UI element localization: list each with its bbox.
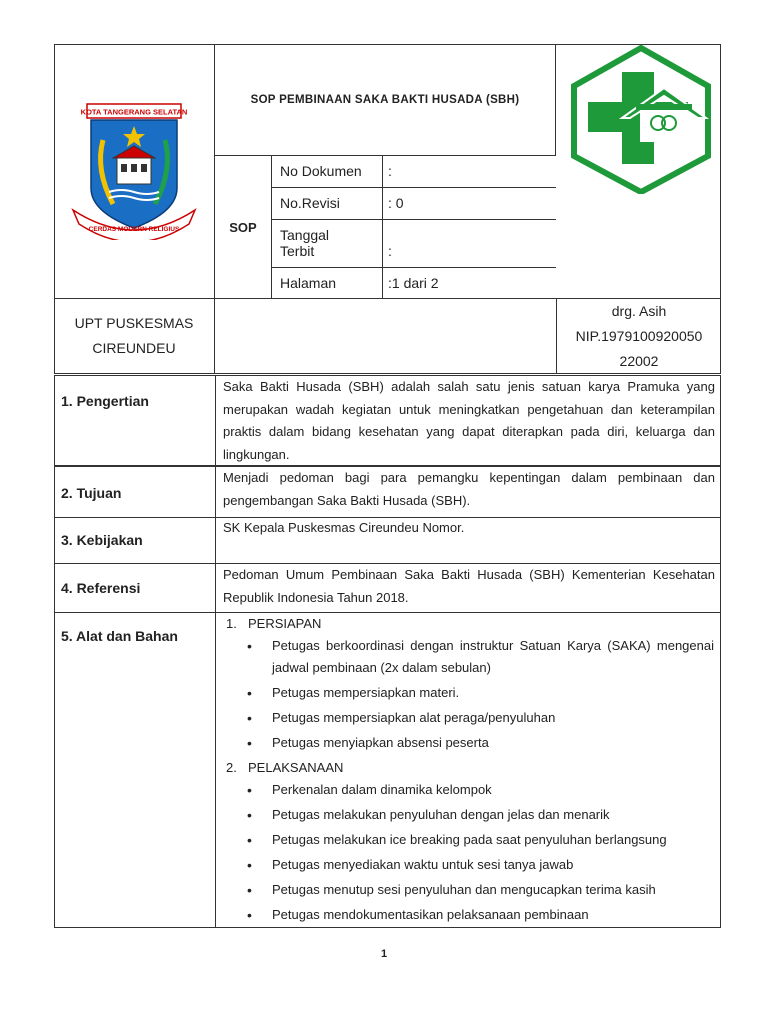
doc-row-halaman [272,268,556,298]
section-kebijakan [54,517,721,564]
list-item: • Petugas mempersiapkan materi. [216,682,720,704]
doc-info-table [272,156,556,298]
doc-row-value: : [388,243,392,259]
emblem-bottom-text: CERDAS MODERN RELIGIUS [88,226,180,233]
signer-block [557,299,721,374]
list-item: • Petugas mempersiapkan alat peraga/penyuluhan [216,707,720,729]
group-title: PERSIAPAN [248,616,322,631]
doc-row-label: No Dokumen [280,163,362,179]
unit-name [54,299,215,374]
section-text: SK Kepala Puskesmas Cireundeu Nomor. [223,520,465,535]
unit-name-line1: UPT PUSKESMAS [74,315,194,331]
document-title: SOP PEMBINAAN SAKA BAKTI HUSADA (SBH) [215,44,556,156]
logo-cell [54,44,215,298]
doc-row-value: : 0 [388,195,404,211]
section-label: 5. Alat dan Bahan [61,628,178,644]
doc-row-label: No.Revisi [280,195,340,211]
group-number: 2. [226,760,237,775]
signer-nip-cont: 22002 [619,353,659,369]
section-text: Menjadi pedoman bagi para pemangku kepentingan dalam pembinaan dan pengembangan Saka Bakti Husada (SBH). [223,470,715,508]
doc-row-value: :1 dari 2 [388,275,439,291]
list-item: • Petugas menyiapkan absensi peserta [216,732,720,754]
doc-row-tanggal [272,220,556,268]
doc-row-norevisi [272,188,556,220]
doc-row-nodokumen [272,156,556,188]
section-label: 3. Kebijakan [61,532,143,548]
page-number: 1 [380,948,388,960]
list-item: • Petugas menutup sesi penyuluhan dan mengucapkan terima kasih [216,879,720,901]
section-label: 4. Referensi [61,580,141,596]
group-number: 1. [226,616,237,631]
puskesmas-logo-cell [556,44,721,298]
section-pengertian [54,375,721,466]
list-item: • Petugas menyediakan waktu untuk sesi tanya jawab [216,854,720,876]
pelaksanaan-list [216,779,720,926]
group-title: PELAKSANAAN [248,760,344,775]
group-heading-pelaksanaan [216,757,720,779]
list-item: • Perkenalan dalam dinamika kelompok [216,779,720,801]
signer-name: drg. Asih [611,303,667,319]
section-text: Pedoman Umum Pembinaan Saka Bakti Husada (SBH) Kementerian Kesehatan Republik Indonesia Tahun 2018. [223,567,715,605]
list-item: • Petugas melakukan penyuluhan dengan jelas dan menarik [216,804,720,826]
signer-nip: NIP.1979100920050 [575,328,703,344]
section-content [216,613,720,929]
sop-label: SOP [215,156,272,298]
group-heading-persiapan [216,613,720,635]
doc-row-label: Tanggal Terbit [280,227,330,259]
doc-row-label: Halaman [280,275,337,291]
emblem-top-text: KOTA TANGERANG SELATAN [80,107,188,117]
section-referensi [54,563,721,613]
list-item: • Petugas melakukan ice breaking pada saat penyuluhan berlangsung [216,829,720,851]
section-label: 1. Pengertian [61,393,149,409]
section-label: 2. Tujuan [61,485,122,501]
city-emblem-logo [69,100,199,240]
persiapan-list [216,635,720,754]
section-alat-bahan [54,612,721,928]
section-tujuan [54,466,721,518]
puskesmas-logo [566,44,716,194]
doc-row-value: : [388,163,392,179]
section-text: Saka Bakti Husada (SBH) adalah salah satu jenis satuan karya Pramuka yang merupakan wadah kegiatan untuk meningkatkan pengetahuan dan keterampilan praktis dalam bidang kesehatan yang dapat diterapkan pada diri, keluarga dan lingkungan. [223,379,715,462]
unit-name-line2: CIREUNDEU [92,340,176,356]
list-item: • Petugas mendokumentasikan pelaksanaan pembinaan [216,904,720,926]
list-item: • Petugas berkoordinasi dengan instruktur Satuan Karya (SAKA) mengenai jadwal pembinaan (2x dalam sebulan) [216,635,720,679]
